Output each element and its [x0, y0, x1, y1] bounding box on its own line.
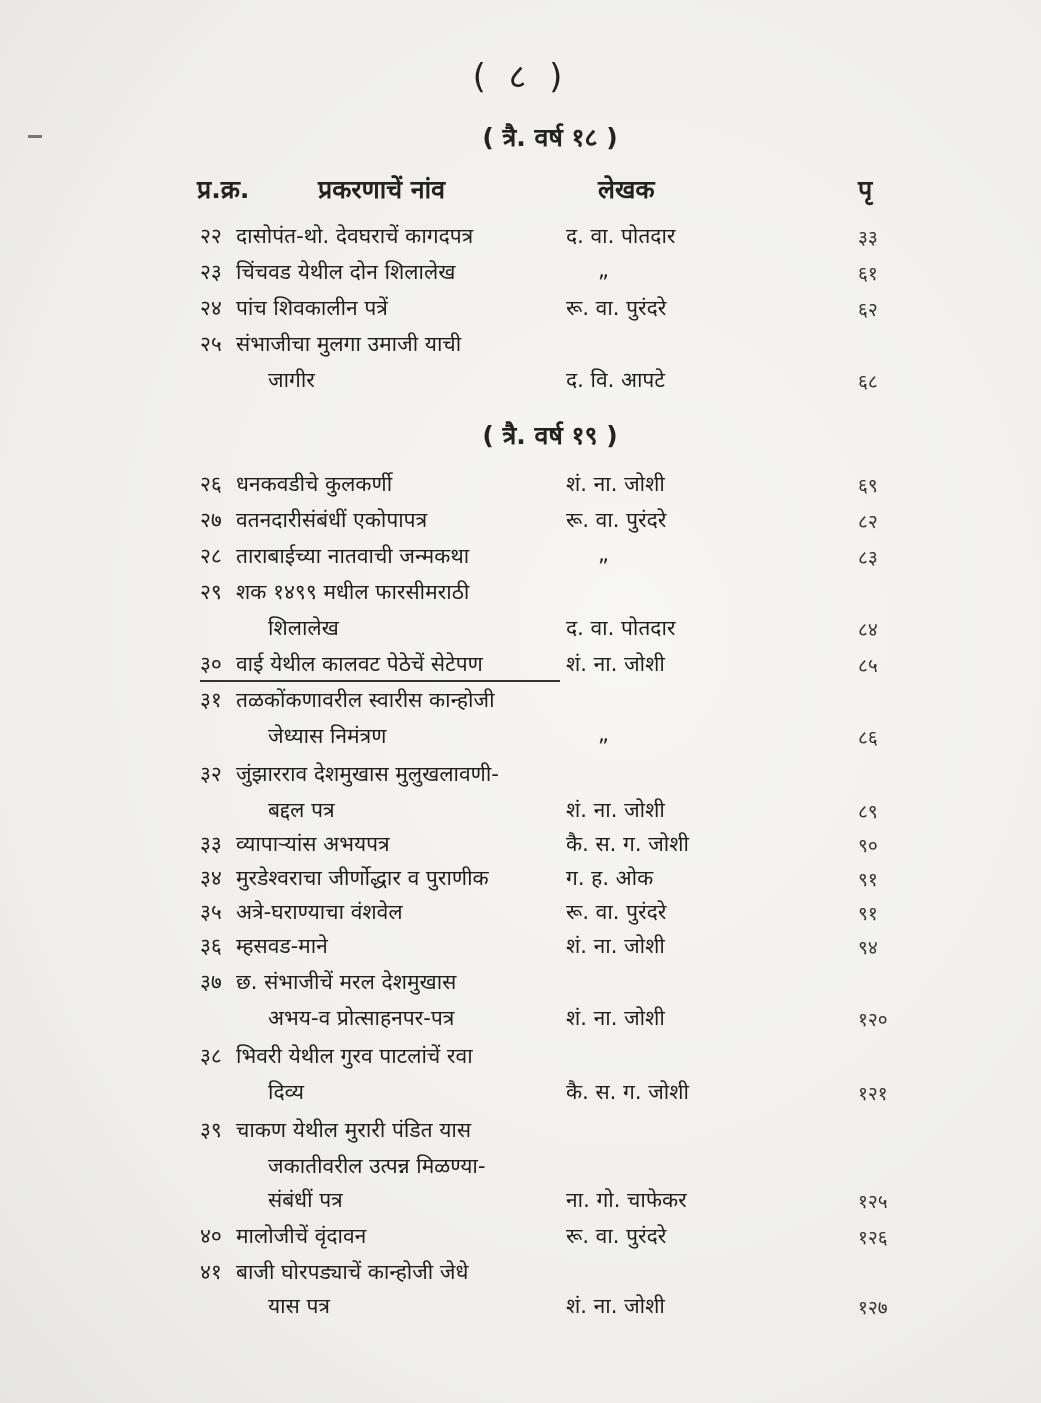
entry-title-continued: जागीर	[268, 368, 315, 392]
entry-title-continued: दिव्य	[268, 1080, 304, 1104]
entry-author: शं. ना. जोशी	[566, 1006, 665, 1030]
entry-page: ६८	[858, 371, 878, 393]
entry-page: ८२	[858, 511, 878, 533]
entry-author: ना. गो. चाफेकर	[566, 1188, 687, 1212]
entry-title: वतनदारीसंबंधीं एकोपापत्र	[236, 508, 428, 532]
section-heading-18: ( त्रै. वर्ष १८ )	[482, 123, 618, 152]
entry-number: ३९	[200, 1118, 222, 1142]
entry-number: २६	[200, 472, 222, 496]
entry-number: ३०	[200, 652, 222, 676]
entry-page: १२६	[858, 1227, 888, 1249]
entry-number: २३	[200, 260, 222, 284]
entry-author: कै. स. ग. जोशी	[566, 832, 689, 856]
column-header-page: पृ	[858, 175, 873, 204]
entry-title: छ. संभाजीचें मरल देशमुखास	[236, 970, 457, 994]
entry-number: ३७	[200, 970, 222, 994]
entry-number: २२	[200, 224, 222, 248]
entry-page: ८५	[858, 655, 878, 677]
entry-number: ३२	[200, 762, 222, 786]
entry-author: शं. ना. जोशी	[566, 934, 665, 958]
entry-title: चिंचवड येथील दोन शिलालेख	[236, 260, 456, 284]
column-header-title: प्रकरणाचें नांव	[318, 175, 446, 204]
entry-page: ९१	[858, 903, 878, 925]
section-heading-19: ( त्रै. वर्ष १९ )	[482, 421, 618, 450]
entry-number: २८	[200, 544, 222, 568]
entry-page: १२७	[858, 1297, 888, 1319]
entry-author: रू. वा. पुरंदरे	[566, 1224, 667, 1248]
entry-title: बाजी घोरपड्याचें कान्होजी जेधे	[236, 1260, 469, 1284]
entry-title-continued: शिलालेख	[268, 616, 339, 640]
entry-title: वाई येथील कालवट पेठेचें सेटेपण	[236, 652, 483, 676]
entry-author: द. वि. आपटे	[566, 368, 665, 392]
entry-author: „	[598, 722, 609, 746]
underline-rule	[200, 680, 560, 682]
entry-number: ३५	[200, 900, 222, 924]
entry-page: ८९	[858, 801, 878, 823]
entry-page: ९१	[858, 869, 878, 891]
entry-author: द. वा. पोतदार	[566, 616, 676, 640]
entry-title: शक १४९९ मधील फारसीमराठी	[236, 580, 470, 604]
entry-author: „	[598, 542, 609, 566]
entry-page: ८४	[858, 619, 878, 641]
entry-number: ३१	[200, 688, 222, 712]
entry-title-continued: जकातीवरील उत्पन्न मिळण्या-	[268, 1154, 486, 1178]
entry-title-continued: जेध्यास निमंत्रण	[268, 724, 387, 748]
entry-page: ९०	[858, 835, 878, 857]
entry-page: ८३	[858, 547, 878, 569]
entry-title-continued: संबंधीं पत्र	[268, 1188, 343, 1212]
entry-title-continued: यास पत्र	[268, 1294, 331, 1318]
entry-number: ३६	[200, 934, 222, 958]
entry-page: ३३	[858, 227, 878, 249]
entry-title: मालोजीचें वृंदावन	[236, 1224, 367, 1248]
entry-title-continued: बद्दल पत्र	[268, 798, 335, 822]
entry-number: २७	[200, 508, 222, 532]
entry-page: ६२	[858, 299, 878, 321]
entry-author: „	[598, 258, 609, 282]
entry-title: म्हसवड-माने	[236, 934, 328, 958]
entry-title-continued: अभय-व प्रोत्साहनपर-पत्र	[268, 1006, 455, 1030]
entry-title: अत्रे-घराण्याचा वंशवेल	[236, 900, 403, 924]
entry-number: ३४	[200, 866, 222, 890]
entry-author: द. वा. पोतदार	[566, 224, 676, 248]
entry-number: ३३	[200, 832, 222, 856]
entry-title: ताराबाईच्या नातवाची जन्मकथा	[236, 544, 470, 568]
entry-author: शं. ना. जोशी	[566, 652, 665, 676]
entry-title: पांच शिवकालीन पत्रें	[236, 296, 388, 320]
entry-title: धनकवडीचे कुलकर्णी	[236, 472, 393, 496]
entry-title: जुंझारराव देशमुखास मुलुखलावणी-	[236, 762, 499, 786]
entry-author: शं. ना. जोशी	[566, 1294, 665, 1318]
entry-author: शं. ना. जोशी	[566, 472, 665, 496]
entry-number: २५	[200, 332, 222, 356]
entry-author: शं. ना. जोशी	[566, 798, 665, 822]
entry-page: १२०	[858, 1009, 888, 1031]
entry-author: रू. वा. पुरंदरे	[566, 508, 667, 532]
entry-title: दासोपंत-थो. देवघराचें कागदपत्र	[236, 224, 474, 248]
entry-title: तळकोंकणावरील स्वारीस कान्होजी	[236, 688, 495, 712]
entry-author: कै. स. ग. जोशी	[566, 1080, 689, 1104]
entry-page: ९४	[858, 937, 878, 959]
entry-title: मुरडेश्वराचा जीर्णोद्धार व पुराणीक	[236, 866, 489, 890]
entry-number: ३८	[200, 1044, 222, 1068]
entry-number: ४१	[200, 1260, 222, 1284]
entry-title: चाकण येथील मुरारी पंडित यास	[236, 1118, 472, 1142]
entry-page: ६९	[858, 475, 878, 497]
entry-author: ग. ह. ओक	[566, 866, 654, 890]
entry-title: व्यापाऱ्यांस अभयपत्र	[236, 832, 390, 856]
entry-page: ६१	[858, 263, 878, 285]
entry-number: २४	[200, 296, 222, 320]
page-number: ( ८ )	[472, 57, 569, 97]
entry-number: ४०	[200, 1224, 222, 1248]
entry-title: भिवरी येथील गुरव पाटलांचें रवा	[236, 1044, 473, 1068]
column-header-author: लेखक	[598, 175, 655, 204]
entry-page: १२१	[858, 1083, 888, 1105]
entry-number: २९	[200, 580, 222, 604]
entry-page: १२५	[858, 1191, 888, 1213]
column-header-index: प्र.क्र.	[197, 175, 250, 204]
entry-title: संभाजीचा मुलगा उमाजी याची	[236, 332, 462, 356]
entry-author: रू. वा. पुरंदरे	[566, 296, 667, 320]
entry-author: रू. वा. पुरंदरे	[566, 900, 667, 924]
entry-page: ८६	[858, 727, 878, 749]
